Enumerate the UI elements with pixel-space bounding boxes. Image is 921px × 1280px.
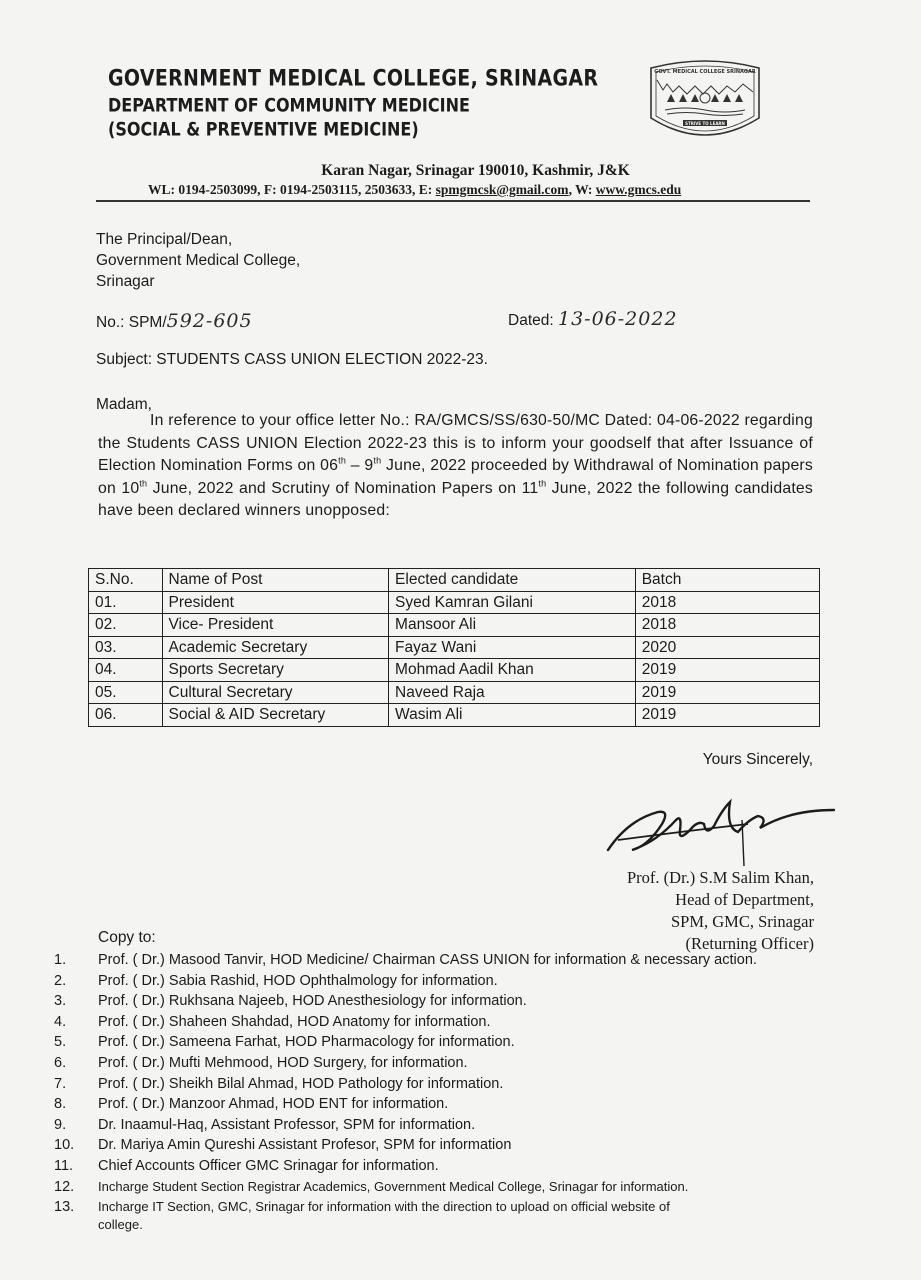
item-number: 12. bbox=[54, 1178, 75, 1195]
list-item bbox=[54, 1053, 834, 1074]
cell-sno: 03. bbox=[89, 636, 163, 659]
signatory-name: Prof. (Dr.) S.M Salim Khan, bbox=[627, 868, 814, 887]
letterhead-title: GOVERNMENT MEDICAL COLLEGE, SRINAGAR bbox=[108, 66, 599, 92]
letterhead-department: DEPARTMENT OF COMMUNITY MEDICINE bbox=[108, 94, 470, 116]
letterhead-subdepartment: (SOCIAL & PREVENTIVE MEDICINE) bbox=[108, 118, 419, 140]
list-item bbox=[54, 991, 834, 1012]
list-item bbox=[54, 1074, 834, 1095]
college-seal-logo bbox=[643, 56, 767, 146]
cell-candidate: Wasim Ali bbox=[389, 704, 636, 727]
list-item bbox=[54, 1032, 834, 1053]
cell-batch: 2018 bbox=[635, 591, 819, 614]
item-text: Prof. ( Dr.) Rukhsana Najeeb, HOD Anesthesiology for information. bbox=[98, 993, 527, 1010]
signatory-title: Head of Department, bbox=[675, 890, 814, 909]
body-text-2: – 9 bbox=[346, 457, 374, 474]
contact-phones: WL: 0194-2503099, F: 0194-2503115, 2503633, E: bbox=[148, 182, 436, 197]
item-text: Prof. ( Dr.) Shaheen Shahdad, HOD Anatomy for information. bbox=[98, 1013, 491, 1030]
header-batch: Batch bbox=[635, 569, 819, 592]
copy-to-label: Copy to: bbox=[98, 929, 156, 946]
header-candidate: Elected candidate bbox=[389, 569, 636, 592]
item-text: Prof. ( Dr.) Sameena Farhat, HOD Pharmacology for information. bbox=[98, 1034, 515, 1051]
body-text-4: June, 2022 and Scrutiny of Nomination Papers on 11 bbox=[147, 479, 539, 497]
table-row bbox=[89, 591, 820, 614]
cell-candidate: Mohmad Aadil Khan bbox=[389, 659, 636, 682]
list-item bbox=[54, 971, 834, 992]
item-text: Incharge Student Section Registrar Academics, Government Medical College, Srinagar for information. bbox=[98, 1178, 689, 1194]
seal-motto: STRIVE TO LEARN bbox=[685, 121, 725, 126]
cell-post: Sports Secretary bbox=[162, 659, 389, 682]
header-sno: S.No. bbox=[89, 569, 163, 592]
cell-sno: 05. bbox=[89, 681, 163, 704]
ordinal-suffix: th bbox=[338, 455, 347, 466]
cell-sno: 04. bbox=[89, 659, 163, 682]
list-item bbox=[54, 1156, 834, 1177]
table-header-row bbox=[89, 569, 820, 592]
handwritten-signature bbox=[598, 780, 848, 870]
subject-line: Subject: STUDENTS CASS UNION ELECTION 2022-23. bbox=[96, 351, 488, 368]
ordinal-suffix: th bbox=[139, 478, 148, 489]
cell-batch: 2020 bbox=[635, 636, 819, 659]
header-post: Name of Post bbox=[162, 569, 389, 592]
list-item bbox=[54, 950, 834, 971]
table-row bbox=[89, 636, 820, 659]
item-number: 9. bbox=[54, 1116, 67, 1133]
cell-batch: 2018 bbox=[635, 614, 819, 637]
email-link[interactable]: spmgmcsk@gmail.com bbox=[435, 182, 569, 197]
item-text: Chief Accounts Officer GMC Srinagar for information. bbox=[98, 1157, 439, 1174]
item-number: 10. bbox=[54, 1137, 75, 1154]
header-divider bbox=[96, 200, 810, 202]
elected-candidates-table bbox=[88, 568, 820, 727]
item-text: Prof. ( Dr.) Manzoor Ahmad, HOD ENT for information. bbox=[98, 1096, 449, 1113]
cell-candidate: Mansoor Ali bbox=[389, 614, 636, 637]
recipient-line-2: Government Medical College, bbox=[96, 252, 301, 269]
ordinal-suffix: th bbox=[373, 455, 382, 466]
item-number: 11. bbox=[54, 1157, 74, 1174]
body-paragraph bbox=[98, 410, 813, 523]
cell-post: Vice- President bbox=[162, 614, 389, 637]
cell-post: Social & AID Secretary bbox=[162, 704, 389, 727]
salutation: Madam, bbox=[96, 396, 152, 413]
item-text: Prof. ( Dr.) Masood Tanvir, HOD Medicine/ Chairman CASS UNION for information & necessary action. bbox=[98, 952, 757, 968]
body-text-1: In reference to your office letter No.: RA/GMCS/SS/630-50/MC Dated: 04-06-2022 regarding the Students CASS UNION Election 2022-23 this is to inform your goodself that after Issuance of Election Nomination Forms on 06 bbox=[98, 412, 813, 474]
item-text: Prof. ( Dr.) Sabia Rashid, HOD Ophthalmology for information. bbox=[98, 972, 498, 989]
ordinal-suffix: th bbox=[538, 478, 547, 489]
reference-value: 592-605 bbox=[166, 310, 253, 332]
list-item bbox=[54, 1218, 834, 1234]
cell-post: Cultural Secretary bbox=[162, 681, 389, 704]
contact-line bbox=[148, 182, 681, 198]
list-item bbox=[54, 1177, 834, 1198]
cell-sno: 06. bbox=[89, 704, 163, 727]
cell-post: Academic Secretary bbox=[162, 636, 389, 659]
item-number: 13. bbox=[54, 1199, 75, 1216]
item-number: 4. bbox=[54, 1013, 67, 1030]
cell-batch: 2019 bbox=[635, 704, 819, 727]
item-text: Dr. Mariya Amin Qureshi Assistant Profesor, SPM for information bbox=[98, 1137, 512, 1154]
closing: Yours Sincerely, bbox=[702, 751, 813, 768]
item-number: 6. bbox=[54, 1054, 67, 1071]
table-row bbox=[89, 659, 820, 682]
seal-top-text: GOVT. MEDICAL COLLEGE SRINAGAR bbox=[654, 69, 756, 75]
list-item bbox=[54, 1012, 834, 1033]
item-text: Prof. ( Dr.) Sheikh Bilal Ahmad, HOD Pathology for information. bbox=[98, 1075, 504, 1092]
date-value: 13-06-2022 bbox=[557, 308, 678, 330]
body-text-3: June, 2022 proceeded by Withdrawal of Nomination papers on 10 bbox=[98, 457, 813, 497]
recipient-line-1: The Principal/Dean, bbox=[96, 231, 233, 248]
table-row bbox=[89, 614, 820, 637]
letter-date bbox=[508, 308, 678, 330]
cell-batch: 2019 bbox=[635, 681, 819, 704]
table-row bbox=[89, 681, 820, 704]
date-label: Dated: bbox=[508, 312, 554, 329]
list-item bbox=[54, 1197, 834, 1218]
cell-candidate: Naveed Raja bbox=[389, 681, 636, 704]
signatory-department: SPM, GMC, Srinagar bbox=[670, 912, 814, 931]
item-number: 8. bbox=[54, 1096, 67, 1113]
website-link[interactable]: www.gmcs.edu bbox=[595, 182, 682, 197]
signatory-role: (Returning Officer) bbox=[685, 934, 814, 953]
recipient-line-3: Srinagar bbox=[96, 273, 155, 290]
item-number: 1. bbox=[54, 952, 67, 968]
item-text: Dr. Inaamul-Haq, Assistant Professor, SPM for information. bbox=[98, 1116, 476, 1133]
item-text: Incharge IT Section, GMC, Srinagar for information with the direction to upload on official website of bbox=[98, 1199, 670, 1215]
reference-label: No.: SPM/ bbox=[96, 314, 167, 331]
list-item bbox=[54, 1135, 834, 1156]
cell-sno: 02. bbox=[89, 614, 163, 637]
contact-web-prefix: , W: bbox=[568, 182, 596, 197]
table-row bbox=[89, 704, 820, 727]
item-number: 7. bbox=[54, 1075, 67, 1092]
body-text-5: June, 2022 the following candidates have been declared winners unopposed: bbox=[98, 479, 814, 519]
college-address: Karan Nagar, Srinagar 190010, Kashmir, J&K bbox=[321, 162, 630, 179]
item-text: Prof. ( Dr.) Mufti Mehmood, HOD Surgery, for information. bbox=[98, 1054, 468, 1071]
item-number: 2. bbox=[54, 972, 67, 989]
cell-candidate: Fayaz Wani bbox=[389, 636, 636, 659]
item-number: 3. bbox=[54, 993, 67, 1010]
cell-sno: 01. bbox=[89, 591, 163, 614]
cell-post: President bbox=[162, 591, 389, 614]
cell-candidate: Syed Kamran Gilani bbox=[389, 591, 636, 614]
item-text: college. bbox=[98, 1216, 143, 1232]
item-number: 5. bbox=[54, 1034, 67, 1051]
copy-to-list bbox=[54, 950, 834, 1234]
cell-batch: 2019 bbox=[635, 659, 819, 682]
reference-number bbox=[96, 310, 253, 332]
list-item bbox=[54, 1115, 834, 1136]
list-item bbox=[54, 1094, 834, 1115]
